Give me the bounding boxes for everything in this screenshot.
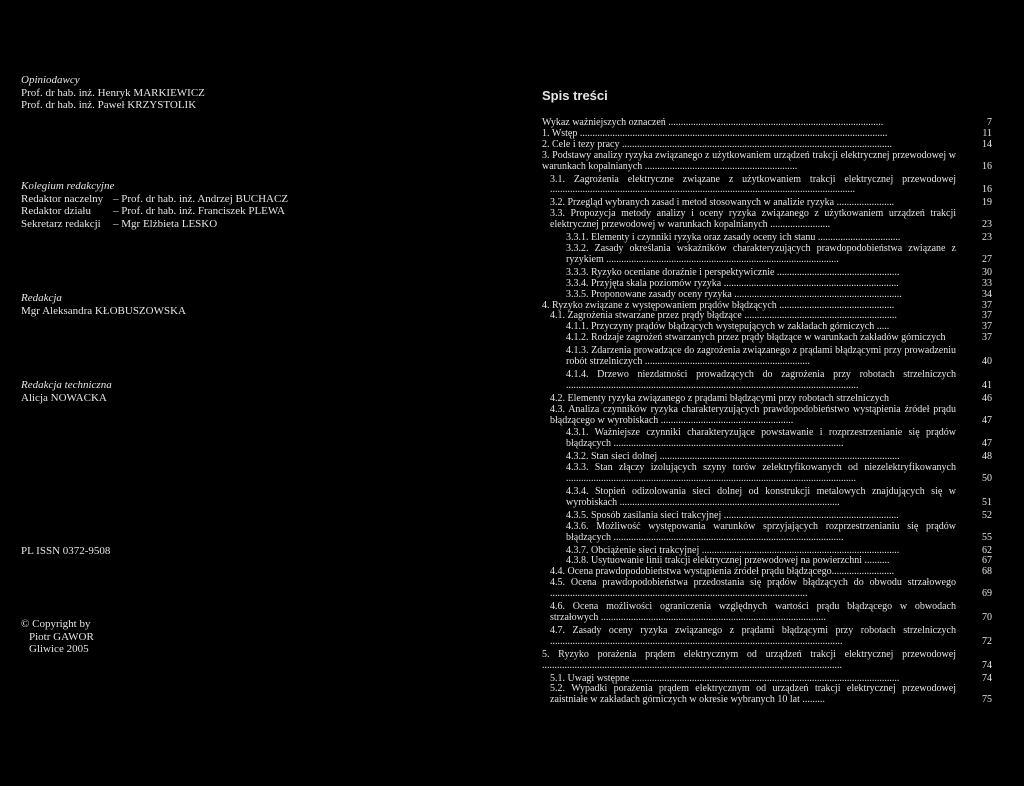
board-member: – Prof. dr hab. inż. Andrzej BUCHACZ bbox=[113, 192, 289, 205]
toc-entry-page: 30 bbox=[982, 266, 992, 278]
toc-entry bbox=[538, 244, 992, 266]
toc-entry-page: 51 bbox=[982, 496, 992, 508]
editing-block bbox=[21, 292, 186, 317]
toc-entry bbox=[538, 290, 992, 301]
toc-entry bbox=[538, 684, 992, 706]
toc-entry bbox=[538, 463, 992, 485]
toc-entry-title: 4.4. Ocena prawdopodobieństwa wystąpienia źródeł prądu błądzącego......................... bbox=[550, 566, 895, 578]
toc-entry-page: 41 bbox=[982, 379, 992, 391]
board-role: Sekretarz redakcji bbox=[21, 217, 101, 230]
toc-entry-page: 40 bbox=[982, 356, 992, 368]
toc-entry-page: 50 bbox=[982, 473, 992, 485]
toc-entry-title: 4.3.1. Ważniejsze czynniki charakteryzujące powstawanie i rozprzestrzenianie się prądów błądzących ............................................................................................ bbox=[566, 427, 956, 450]
toc-entry bbox=[538, 578, 992, 600]
board-row bbox=[21, 205, 288, 218]
toc-entry-page: 55 bbox=[982, 531, 992, 543]
toc-entry-title: 2. Cele i tezy pracy ............................................................................................................ bbox=[542, 138, 892, 150]
toc-entry-title: 3.3.5. Proponowane zasady oceny ryzyka ................................................................... bbox=[566, 288, 902, 300]
technical-editing-block bbox=[21, 379, 112, 404]
toc-entry-title: 4.1. Zagrożenia stwarzane przez prądy błądzące ............................................................. bbox=[550, 310, 897, 322]
toc-entry-page: 69 bbox=[982, 588, 992, 600]
toc-entry bbox=[538, 428, 992, 450]
toc-entry bbox=[538, 175, 992, 197]
toc-entry bbox=[538, 650, 992, 672]
toc-entry-title: 4.1.1. Przyczyny prądów błądzących występujących w zakładach górniczych ..... bbox=[566, 321, 890, 333]
toc-entry-page: 27 bbox=[982, 253, 992, 265]
toc-entry-title: 3.1. Zagrożenia elektryczne związane z użytkowaniem trakcji elektrycznej przewodowej .......................................................................................................................... bbox=[550, 173, 956, 196]
issn-number: PL ISSN 0372-9508 bbox=[21, 545, 111, 557]
reviewers-block bbox=[21, 74, 205, 112]
toc-entry-page: 74 bbox=[982, 672, 992, 684]
toc-title: Spis treści bbox=[542, 88, 608, 103]
toc-entry-page: 19 bbox=[982, 197, 992, 209]
issn-block bbox=[21, 545, 110, 558]
toc-entry-title: 3.3. Propozycja metody analizy i oceny ryzyka związanego z użytkowaniem urządzeń trakcji elektrycznej przewodowej w warunkach kopalnianych ........................ bbox=[550, 208, 956, 231]
toc-entry-title: 1. Wstęp ........................................................................................................................... bbox=[542, 127, 888, 139]
toc-entry-title: 4.7. Zasady oceny ryzyka związanego z prądami błądzącymi przy robotach strzelniczych ..................................................................................................................... bbox=[550, 624, 956, 647]
toc-entry bbox=[538, 370, 992, 392]
toc-entry bbox=[538, 333, 992, 344]
editorial-board-heading: Kolegium redakcyjne bbox=[21, 180, 115, 192]
board-member: – Mgr Elżbieta LESKO bbox=[113, 217, 218, 230]
toc-entry-page: 7 bbox=[987, 117, 992, 128]
toc-entry-page: 34 bbox=[982, 288, 992, 300]
toc-entry-title: 4.1.2. Rodzaje zagrożeń stwarzanych przez prądy błądzące w warunkach zakładów górniczych bbox=[566, 332, 946, 344]
technical-editor-name: Alicja NOWACKA bbox=[21, 391, 107, 404]
toc-entry-page: 48 bbox=[982, 451, 992, 463]
editor-name: Mgr Aleksandra KŁOBUSZOWSKA bbox=[21, 304, 186, 317]
toc-entry-page: 11 bbox=[982, 127, 992, 139]
toc-entry-page: 37 bbox=[982, 332, 992, 344]
toc-entry-title: 4.3.4. Stopień odizolowania sieci dolnej od konstrukcji metalowych znajdujących się w wyrobiskach ........................................................................................ bbox=[566, 486, 956, 508]
toc-entry-page: 14 bbox=[982, 138, 992, 150]
toc-entry-page: 23 bbox=[982, 232, 992, 244]
toc-entry-title: 4.6. Ocena możliwości ograniczenia względnych wartości prądu błądzącego w obwodach strzałowych .......................................................................................... bbox=[550, 601, 956, 623]
toc-entry-title: 3.2. Przegląd wybranych zasad i metod stosowanych w analizie ryzyka ....................... bbox=[550, 197, 895, 209]
toc-entry-title: 3.3.2. Zasady określania wskaźników charakteryzujących prawdopodobieństwa związane z ryzykiem ............................................................................................. bbox=[566, 242, 956, 265]
toc-entry-page: 75 bbox=[982, 694, 992, 706]
toc-entry-title: 4.5. Ocena prawdopodobieństwa przedostania się prądów błądzących do obwodu strzałowego ....................................................................................................... bbox=[550, 577, 956, 600]
toc-entry-page: 62 bbox=[982, 544, 992, 556]
toc-entry-title: 4.1.3. Zdarzenia prowadzące do zagrożenia związanego z prądami błądzącymi przy prowadzeniu robót strzelniczych .................................................................. bbox=[566, 345, 956, 368]
table-of-contents bbox=[538, 0, 1008, 786]
editing-heading: Redakcja bbox=[21, 292, 62, 304]
toc-entry-title: 4.3. Analiza czynników ryzyka charakteryzujących prawdopodobieństwo wystąpienia źródeł prądu błądzącego w wyrobiskach ..................................................... bbox=[550, 403, 956, 426]
toc-entry-page: 74 bbox=[982, 659, 992, 671]
reviewers-heading: Opiniodawcy bbox=[21, 74, 80, 86]
toc-list bbox=[538, 118, 992, 708]
toc-entry-title: 5. Ryzyko porażenia prądem elektrycznym od urządzeń trakcji elektrycznej przewodowej ........................................................................................................................ bbox=[542, 648, 956, 671]
copyright-line: © Copyright by bbox=[21, 618, 91, 630]
toc-entry-page: 33 bbox=[982, 277, 992, 289]
toc-entry-page: 37 bbox=[982, 321, 992, 333]
toc-entry-title: 4. Ryzyko związane z występowaniem prądów błądzących .............................................. bbox=[542, 299, 895, 311]
toc-entry bbox=[538, 405, 992, 427]
toc-entry-title: 3.3.3. Ryzyko oceniane doraźnie i perspektywicznie ................................................. bbox=[566, 266, 900, 278]
board-row bbox=[21, 218, 288, 231]
toc-entry-title: 5.2. Wypadki porażenia prądem elektrycznym od urządzeń trakcji elektrycznej przewodowej zaistniałe w zakładach górniczych w okresie wybranych 10 lat ......... bbox=[550, 683, 956, 706]
toc-entry bbox=[538, 626, 992, 648]
toc-entry-title: 4.2. Elementy ryzyka związanego z prądami błądzącymi przy robotach strzelniczych bbox=[550, 392, 890, 404]
toc-entry-page: 16 bbox=[982, 184, 992, 196]
toc-entry-page: 37 bbox=[982, 299, 992, 311]
board-row bbox=[21, 193, 288, 206]
toc-entry bbox=[538, 602, 992, 624]
toc-entry-title: 4.3.3. Stan złączy izolujących szyny torów zelektryfikowanych od niezelektryfikowanych .................................................................................................................... bbox=[566, 462, 956, 485]
toc-entry-title: 4.3.6. Możliwość występowania warunków sprzyjających rozprzestrzenianiu się prądów błądzących ............................................................................................ bbox=[566, 520, 956, 543]
toc-entry bbox=[538, 151, 992, 173]
board-role: Redaktor działu bbox=[21, 205, 91, 217]
toc-entry bbox=[538, 487, 992, 509]
toc-entry-page: 72 bbox=[982, 635, 992, 647]
editorial-board-block bbox=[21, 180, 288, 230]
toc-entry-title: 4.3.5. Sposób zasilania sieci trakcyjnej ...................................................................... bbox=[566, 509, 899, 521]
toc-entry-title: 4.1.4. Drzewo niezdatności prowadzących do zagrożenia przy robotach strzelniczych ..................................................................................................................... bbox=[566, 368, 956, 391]
toc-entry-title: Wykaz ważniejszych oznaczeń ...................................................................................... bbox=[542, 117, 884, 128]
toc-entry-page: 47 bbox=[982, 438, 992, 450]
toc-entry-page: 47 bbox=[982, 414, 992, 426]
toc-entry-title: 3.3.1. Elementy i czynniki ryzyka oraz zasady oceny ich stanu ................................. bbox=[566, 232, 901, 244]
toc-entry-page: 16 bbox=[982, 160, 992, 172]
copyright-block bbox=[21, 618, 94, 656]
toc-entry-page: 68 bbox=[982, 566, 992, 578]
copyright-line: Gliwice 2005 bbox=[29, 643, 89, 655]
toc-entry bbox=[538, 522, 992, 544]
toc-entry-title: 3. Podstawy analizy ryzyka związanego z użytkowaniem urządzeń trakcji elektrycznej przewodowej w warunkach kopalnianych ............................................................. bbox=[542, 149, 956, 172]
toc-entry-title: 3.3.4. Przyjęta skala poziomów ryzyka ...................................................................... bbox=[566, 277, 899, 289]
board-role: Redaktor naczelny bbox=[21, 192, 104, 205]
toc-entry-page: 52 bbox=[982, 509, 992, 521]
toc-entry-page: 37 bbox=[982, 310, 992, 322]
toc-entry-title: 4.3.7. Obciążenie sieci trakcyjnej ............................................................................... bbox=[566, 544, 900, 556]
board-member: – Prof. dr hab. inż. Franciszek PLEWA bbox=[113, 205, 285, 217]
toc-entry bbox=[538, 279, 992, 290]
reviewer-name: Prof. dr hab. inż. Henryk MARKIEWICZ bbox=[21, 86, 205, 99]
toc-entry bbox=[538, 209, 992, 231]
toc-entry-page: 70 bbox=[982, 611, 992, 623]
toc-entry-page: 23 bbox=[982, 219, 992, 231]
toc-entry-title: 4.3.2. Stan sieci dolnej ................................................................................................ bbox=[566, 451, 900, 463]
copyright-line: Piotr GAWOR bbox=[29, 630, 94, 643]
toc-entry-title: 4.3.8. Usytuowanie linii trakcji elektrycznej przewodowej na powierzchni .......... bbox=[566, 555, 890, 567]
toc-entry bbox=[538, 346, 992, 368]
toc-entry-title: 5.1. Uwagi wstępne ........................................................................................................... bbox=[550, 672, 900, 684]
technical-editing-heading: Redakcja techniczna bbox=[21, 379, 112, 391]
toc-entry-page: 67 bbox=[982, 555, 992, 567]
reviewer-name: Prof. dr hab. inż. Paweł KRZYSTOLIK bbox=[21, 99, 197, 111]
toc-entry-page: 46 bbox=[982, 392, 992, 404]
